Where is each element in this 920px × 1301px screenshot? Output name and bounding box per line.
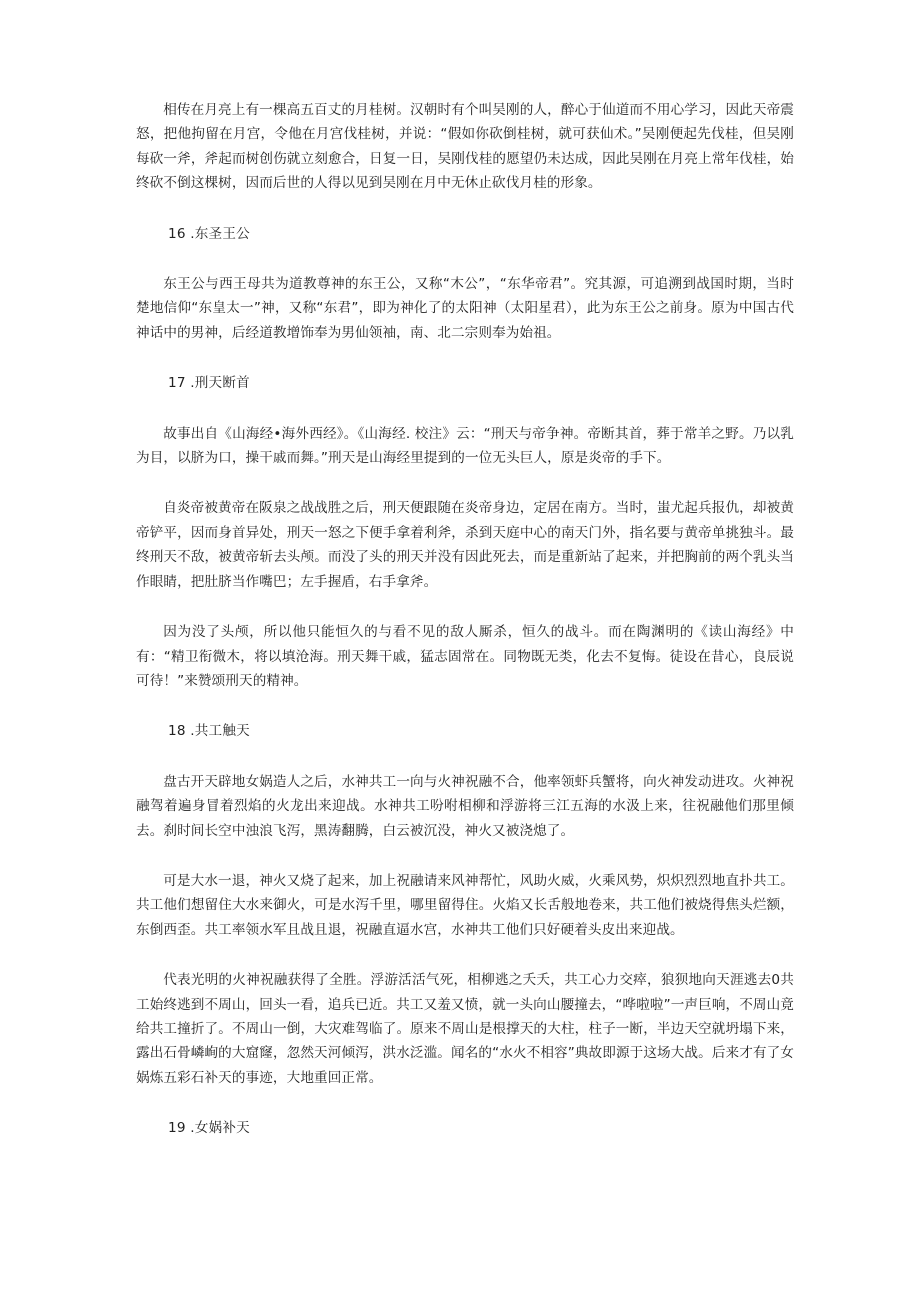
paragraph-xing-tian-source: 故事出自《山海经•海外西经》。《山海经. 校注》云：“刑天与帝争神。帝断其首，葬于常羊之野。乃以乳为目，以脐为口，操干戚而舞。”刑天是山海经里提到的一位无头巨人，原是炎帝的手下。 [136,425,794,467]
spacer [136,843,794,869]
spacer [136,470,794,496]
spacer [136,744,794,770]
spacer [136,246,794,272]
paragraph-gong-gong-fire: 可是大水一退，神火又烧了起来，加上祝融请来风神帮忙，风助火威，火乘风势，炽炽烈烈地直扑共工。共工他们想留住大水来御火，可是水泻千里，哪里留得住。火焰又长舌般地卷来，共工他们被烧得焦头烂额，东倒西歪。共工率领水军且战且退，祝融直逼水宫，水神共工他们只好硬着头皮出来迎战。 [136,872,794,938]
paragraph-buzhou-mountain: 代表光明的火神祝融获得了全胜。浮游活活气死，相柳逃之夭夭，共工心力交瘁，狼狈地向天涯逃去0共工始终逃到不周山，回头一看，追兵已近。共工又羞又愤，就一头向山腰撞去，“哗啦啦”一声巨响，不周山竟给共工撞折了。不周山一倒，大灾难驾临了。原来不周山是根撑天的大柱，柱子一断，半边天空就坍塌下来，露出石骨嶙峋的大窟窿，忽然天河倾泻，洪水泛滥。闻名的“水火不相容”典故即源于这场大战。后来才有了女娲炼五彩石补天的事迹，大地重回正常。 [136,972,794,1086]
spacer [136,1090,794,1116]
spacer [136,345,794,371]
paragraph-xing-tian-poem: 因为没了头颅，所以他只能恒久的与看不见的敌人厮杀，恒久的战斗。而在陶渊明的《读山海经》中有：“精卫衔微木，将以填沧海。刑天舞干戚，猛志固常在。同物既无类，化去不复悔。徒设在昔心，良辰说可待！”来赞颂刑天的精神。 [136,624,794,689]
paragraph-dong-wang-gong: 东王公与西王母共为道教尊神的东王公，又称“木公”，“东华帝君”。究其源，可追溯到战国时期，当时楚地信仰“东皇太一”神，又称“东君”，即为神化了的太阳神（太阳星君），此为东王公之前身。原为中国古代神话中的男神，后经道教增饰奉为男仙领袖，南、北二宗则奉为始祖。 [136,276,794,341]
spacer [136,396,794,422]
spacer [136,693,794,719]
section-heading-17: 17 .刑天断首 [168,375,250,392]
paragraph-wu-gang: 相传在月亮上有一棵高五百丈的月桂树。汉朝时有个叫吴刚的人，醉心于仙道而不用心学习，因此天帝震怒，把他拘留在月宫，令他在月宫伐桂树，并说：“假如你砍倒桂树，就可获仙术。”吴刚便起先伐桂，但吴刚每砍一斧，斧起而树创伤就立刻愈合，日复一日，吴刚伐桂的愿望仍未达成，因此吴刚在月亮上常年伐桂，始终砍不倒这棵树，因而后世的人得以见到吴刚在月中无休止砍伐月桂的形象。 [136,102,794,192]
section-heading-18: 18 .共工触天 [168,723,250,740]
section-heading-16: 16 .东圣王公 [168,225,250,242]
paragraph-gong-gong-battle: 盘古开天辟地女娲造人之后，水神共工一向与火神祝融不合，他率领虾兵蟹将，向火神发动进攻。火神祝融驾着遍身冒着烈焰的火龙出来迎战。水神共工吩咐相柳和浮游将三江五海的水汲上来，往祝融他们那里倾去。刹时间长空中浊浪飞泻，黑涛翻腾，白云被沉没，神火又被浇熄了。 [136,773,794,839]
section-heading-19: 19 .女娲补天 [168,1120,250,1137]
spacer [136,942,794,968]
document-page [136,98,794,1141]
spacer [136,196,794,222]
spacer [136,594,794,620]
paragraph-xing-tian-story: 自炎帝被黄帝在阪泉之战战胜之后，刑天便跟随在炎帝身边，定居在南方。当时，蚩尤起兵报仇，却被黄帝铲平，因而身首异处，刑天一怒之下便手拿着利斧，杀到天庭中心的南天门外，指名要与黄帝单挑独斗。最终刑天不敌，被黄帝斩去头颅。而没了头的刑天并没有因此死去，而是重新站了起来，并把胸前的两个乳头当作眼睛，把肚脐当作嘴巴；左手握盾，右手拿斧。 [136,500,794,590]
